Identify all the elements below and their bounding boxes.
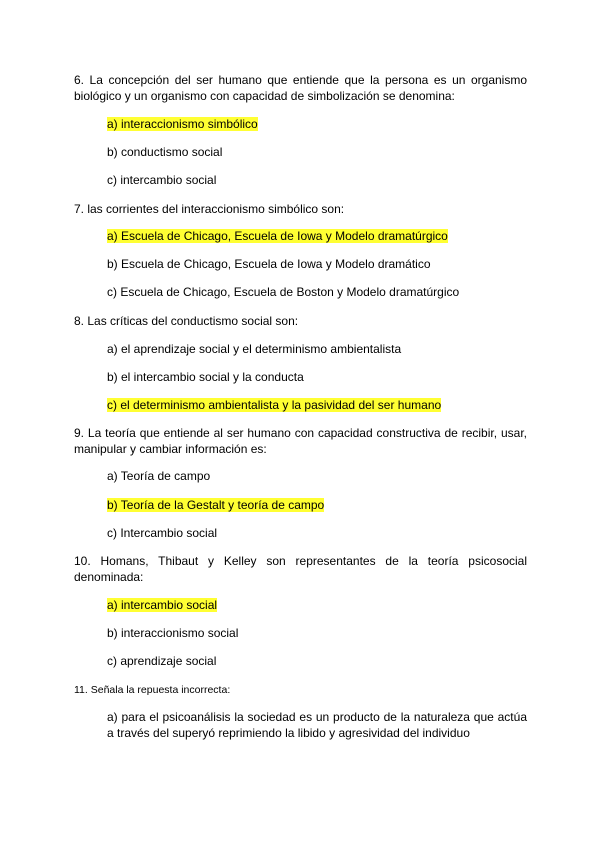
question-7: 7. las corrientes del interaccionismo simbólico son: xyxy=(74,202,345,216)
question-8-option-a: a) el aprendizaje social y el determinismo ambientalista xyxy=(107,342,402,356)
question-11: 11. Señala la repuesta incorrecta: xyxy=(74,684,231,696)
question-9-option-a: a) Teoría de campo xyxy=(107,469,211,483)
question-10-option-a xyxy=(107,597,217,613)
question-6: 6. La concepción del ser humano que entiende que la persona es un organismo biológico y un organismo con capacidad de simbolización se denomina: xyxy=(74,73,527,103)
question-6-option-b: b) conductismo social xyxy=(107,145,223,159)
question-7-option-c: c) Escuela de Chicago, Escuela de Boston y Modelo dramatúrgico xyxy=(107,285,460,299)
question-10-option-c: c) aprendizaje social xyxy=(107,654,217,668)
highlighted-answer: b) Teoría de la Gestalt y teoría de campo xyxy=(107,498,325,512)
question-8-option-b: b) el intercambio social y la conducta xyxy=(107,370,304,384)
question-9: 9. La teoría que entiende al ser humano con capacidad constructiva de recibir, usar, manipular y cambiar información es: xyxy=(74,426,527,456)
question-8-option-c xyxy=(107,397,441,413)
question-10-option-b: b) interaccionismo social xyxy=(107,626,239,640)
highlighted-answer: c) el determinismo ambientalista y la pasividad del ser humano xyxy=(107,398,442,412)
question-6-option-a xyxy=(107,116,258,132)
question-7-option-b: b) Escuela de Chicago, Escuela de Iowa y Modelo dramático xyxy=(107,257,431,271)
question-8: 8. Las críticas del conductismo social son: xyxy=(74,314,299,328)
highlighted-answer: a) intercambio social xyxy=(107,598,218,612)
question-10: 10. Homans, Thibaut y Kelley son representantes de la teoría psicosocial denominada: xyxy=(74,554,527,584)
highlighted-answer: a) interaccionismo simbólico xyxy=(107,117,258,131)
question-7-option-a xyxy=(107,228,448,244)
question-9-option-c: c) Intercambio social xyxy=(107,526,218,540)
question-6-option-c: c) intercambio social xyxy=(107,173,217,187)
highlighted-answer: a) Escuela de Chicago, Escuela de Iowa y Modelo dramatúrgico xyxy=(107,229,448,243)
question-11-option-a: a) para el psicoanálisis la sociedad es un producto de la naturaleza que actúa a través del superyó reprimiendo la libido y agresividad del individuo xyxy=(107,710,527,740)
question-9-option-b xyxy=(107,497,324,513)
